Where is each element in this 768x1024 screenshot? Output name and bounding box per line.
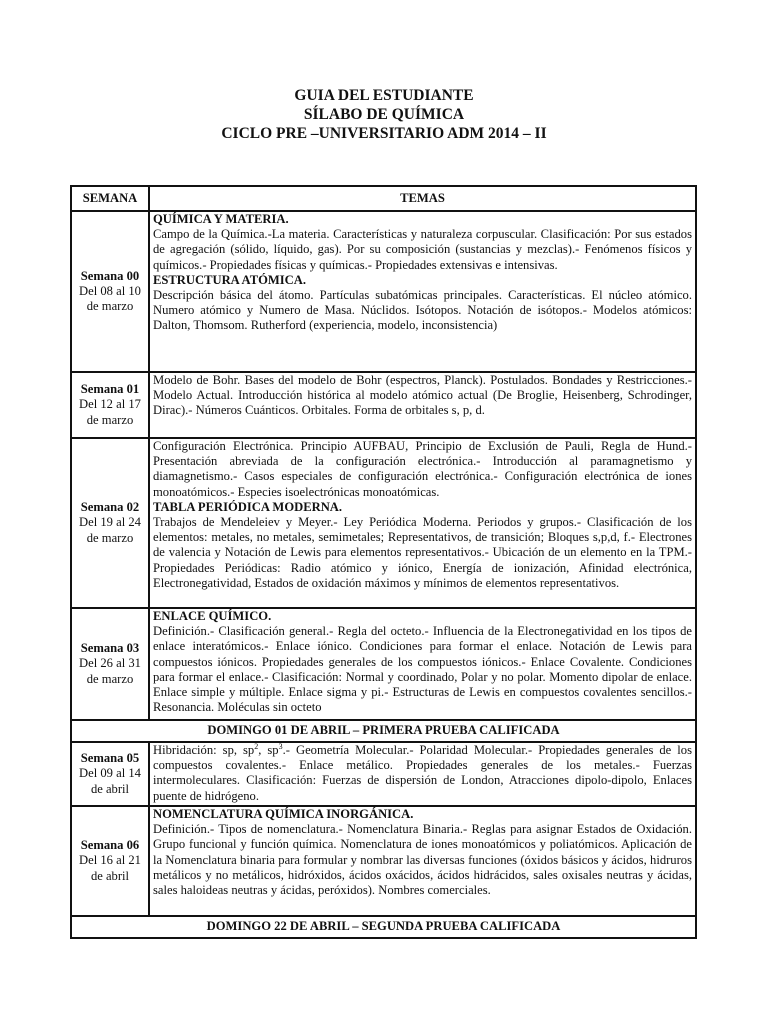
week-dates: Del 26 al 31 de marzo — [79, 656, 141, 686]
table-header-row — [71, 186, 696, 211]
topics-cell — [149, 742, 696, 806]
header-guide-title: GUIA DEL ESTUDIANTE — [294, 87, 474, 104]
week-dates: Del 08 al 10 de marzo — [79, 283, 141, 314]
topic-body: Definición.- Clasificación general.- Regla del octeto.- Influencia de la Electronegatividad en los tipos de enlace interatómicos.- Enlace iónico. Condiciones para formar el enlace. Notación de Lewis para compuestos iónicos. Propiedades generales de los compuestos iónicos.- Enlace Covalente. Condiciones para formar el enlace.- Clasificación: Normal y coordinado, Polar y no polar. Momento dipolar de enlace. Enlace simple y múltiple. Enlace sigma y pi.- Estructuras de Lewis en compuestos covalentes sencillos.- Resonancia. Moléculas sin octeto — [153, 624, 692, 715]
topics-cell — [149, 608, 696, 720]
table-row — [71, 608, 696, 720]
topic-body: Trabajos de Mendeleiev y Meyer.- Ley Periódica Moderna. Periodos y grupos.- Clasificación de los elementos: metales, no metales, semimetales; Representativos, de transición; Bloques s,p,d, f.- Electrones de valencia y Notación de Lewis para elementos representativos.- Ubicación de un elemento en la TPM.- Propiedades Periódicas: Radio atómico y iónico, Energía de ionización, Afinidad electrónica, Electronegatividad, Estados de oxidación máximos y mínimos de elementos representativos. — [153, 515, 692, 590]
week-dates: Del 12 al 17 de marzo — [79, 397, 141, 427]
week-cell — [71, 742, 149, 806]
week-cell — [71, 372, 149, 438]
topic-title: QUÍMICA Y MATERIA. — [153, 212, 289, 226]
topics-cell — [149, 372, 696, 438]
column-header-topics: TEMAS — [149, 186, 696, 211]
week-dates: Del 09 al 14 de abril — [79, 766, 141, 796]
topic-title: NOMENCLATURA QUÍMICA INORGÁNICA. — [153, 807, 414, 821]
topics-cell — [149, 211, 696, 372]
week-name: Semana 01 — [80, 382, 140, 397]
superscript: 3 — [278, 741, 283, 751]
week-cell — [71, 438, 149, 608]
topic-body: Campo de la Química.-La materia. Características y naturaleza corpuscular. Clasificación: Por sus estados de agregación (sólido, líquido, gas). Por su composición (sustancias y mezclas).- Fenómenos físicos y químicos.- Propiedades físicas y químicas.- Propiedades extensivas e intensivas. — [153, 227, 692, 272]
week-dates: Del 19 al 24 de marzo — [79, 515, 141, 545]
syllabus-table — [70, 185, 697, 939]
topic-text-part: , sp — [258, 743, 279, 757]
week-cell — [71, 806, 149, 916]
topic-body: Definición.- Tipos de nomenclatura.- Nomenclatura Binaria.- Reglas para asignar Estados de Oxidación. Grupo funcional y función química. Nomenclatura de iones monoatómicos y poliatómicos. Aplicación de la Nomenclatura binaria para formular y nombrar las diversas funciones (óxidos básicos y ácidos, hidruros metálicos y no metálicos, hidróxidos, ácidos oxácidos, ácidos hidrácidos, sales oxisales neutras y ácidas, sales haloideas neutras y ácidas, peróxidos). Nombres comerciales. — [153, 822, 692, 898]
table-row — [71, 372, 696, 438]
column-header-week: SEMANA — [71, 186, 149, 211]
week-name: Semana 02 — [80, 500, 140, 515]
header-syllabus-title: SÍLABO DE QUÍMICA — [303, 106, 465, 123]
exam-row — [71, 916, 696, 938]
first-exam-notice: DOMINGO 01 DE ABRIL – PRIMERA PRUEBA CALIFICADA — [71, 720, 696, 742]
table-row — [71, 211, 696, 372]
topic-title: ESTRUCTURA ATÓMICA. — [153, 272, 307, 287]
superscript: 2 — [254, 741, 259, 751]
table-row — [71, 742, 696, 806]
week-dates: Del 16 al 21 de abril — [79, 853, 141, 883]
second-exam-notice: DOMINGO 22 DE ABRIL – SEGUNDA PRUEBA CALIFICADA — [71, 916, 696, 938]
topic-body: Configuración Electrónica. Principio AUFBAU, Principio de Exclusión de Pauli, Regla de Hund.- Presentación abreviada de la configuración electrónica.- Introducción al paramagnetismo y diamagnetismo.- Casos especiales de configuración electrónica.- Configuración electrónica de iones monoatómicos.- Especies isoelectrónicas monoatómicas. — [153, 439, 692, 499]
topic-title: TABLA PERIÓDICA MODERNA. — [153, 499, 343, 514]
topics-cell — [149, 806, 696, 916]
week-name: Semana 00 — [80, 268, 140, 283]
topic-text-part: .- Geometría Molecular.- Polaridad Molecular.- Propiedades generales de los compuestos covalentes.- Enlace metálico. Propiedades generales de los metales.- Fuerzas intermoleculares. Clasificación: Fuerzas de dispersión de London, Atracciones dipolo-dipolo, Enlaces puente de hidrógeno. — [153, 743, 692, 803]
week-cell — [71, 608, 149, 720]
week-name: Semana 03 — [80, 641, 140, 656]
table-row — [71, 438, 696, 608]
topic-body: Modelo de Bohr. Bases del modelo de Bohr (espectros, Planck). Postulados. Bondades y Restricciones.- Modelo Actual. Introducción histórica al modelo atómico actual (De Broglie, Heisenberg, Schrodinger, Dirac).- Números Cuánticos. Orbitales. Forma de orbitales s, p, d. — [153, 373, 692, 418]
week-cell — [71, 211, 149, 372]
week-name: Semana 06 — [80, 838, 140, 853]
topic-body — [153, 743, 692, 804]
header-cycle-title: CICLO PRE –UNIVERSITARIO ADM 2014 – II — [221, 125, 547, 142]
topics-cell — [149, 438, 696, 608]
table-row — [71, 806, 696, 916]
exam-row — [71, 720, 696, 742]
topic-text-part: Hibridación: sp, sp — [153, 743, 255, 757]
document-header — [0, 86, 768, 143]
topic-body: Descripción básica del átomo. Partículas subatómicas principales. Características. El núcleo atómico. Numero atómico y Numero de Masa. Núclidos. Isótopos. Notación de isótopos.- Modelos atómicos: Dalton, Thomsom. Rutherford (experiencia, modelo, inconsistencia) — [153, 288, 692, 333]
week-name: Semana 05 — [80, 751, 140, 766]
topic-title: ENLACE QUÍMICO. — [153, 609, 272, 623]
